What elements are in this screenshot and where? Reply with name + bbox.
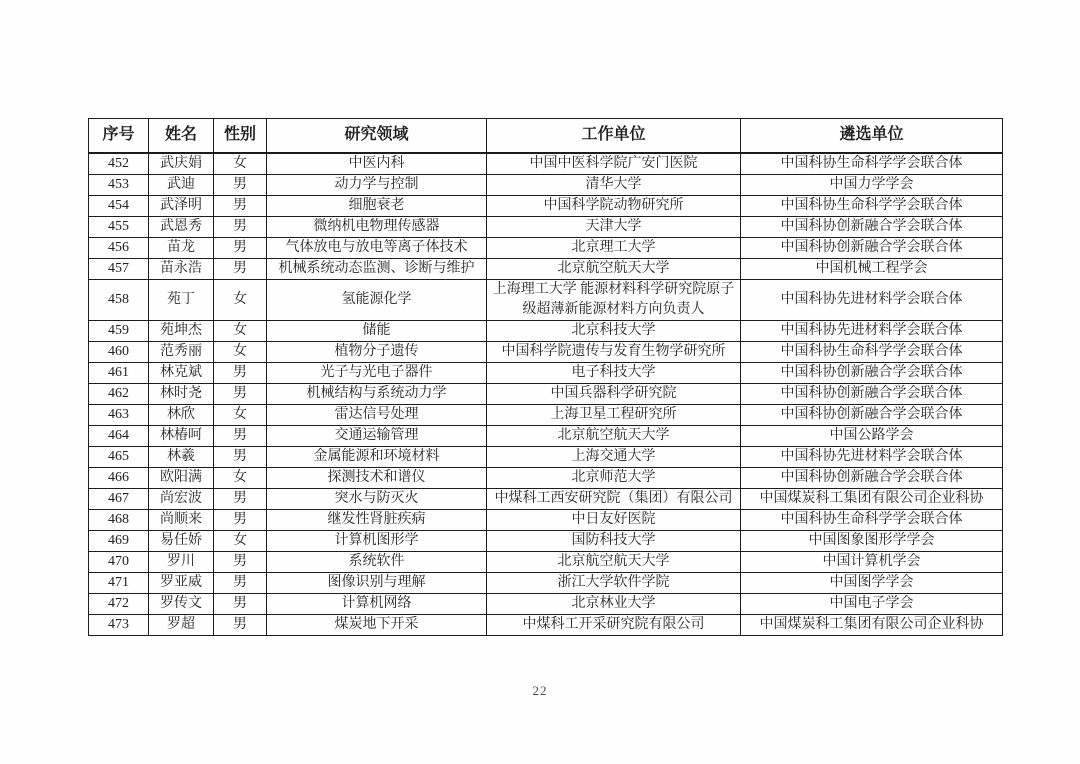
table-cell-field: 细胞衰老 <box>267 195 487 216</box>
table-row <box>89 551 1003 572</box>
table-cell-selection-unit: 中国科协先进材料学会联合体 <box>741 446 1003 467</box>
table-cell-name: 林时尧 <box>149 383 214 404</box>
table-cell-work-unit: 国防科技大学 <box>487 530 741 551</box>
table-header-row <box>89 119 1003 153</box>
table-cell-field: 继发性肾脏疾病 <box>267 509 487 530</box>
table-cell-name: 欧阳满 <box>149 467 214 488</box>
table-cell-field: 机械结构与系统动力学 <box>267 383 487 404</box>
table-cell-name: 武恩秀 <box>149 216 214 237</box>
table-row <box>89 530 1003 551</box>
table-cell-no: 463 <box>89 404 149 425</box>
column-header-research-field: 研究领域 <box>267 119 487 153</box>
table-cell-name: 罗亚威 <box>149 572 214 593</box>
table-cell-selection-unit: 中国科协创新融合学会联合体 <box>741 383 1003 404</box>
table-cell-field: 交通运输管理 <box>267 425 487 446</box>
table-row <box>89 509 1003 530</box>
table-cell-work-unit: 中日友好医院 <box>487 509 741 530</box>
table-row <box>89 446 1003 467</box>
table-cell-name: 尚宏波 <box>149 488 214 509</box>
table-cell-field: 煤炭地下开采 <box>267 614 487 635</box>
table-row <box>89 572 1003 593</box>
table-cell-name: 苑坤杰 <box>149 320 214 341</box>
table-cell-gender: 男 <box>214 216 267 237</box>
column-header-name: 姓名 <box>149 119 214 153</box>
table-cell-selection-unit: 中国科协创新融合学会联合体 <box>741 467 1003 488</box>
table-cell-name: 林椿呵 <box>149 425 214 446</box>
table-cell-field: 储能 <box>267 320 487 341</box>
table-cell-selection-unit: 中国科协先进材料学会联合体 <box>741 279 1003 320</box>
table-cell-work-unit: 天津大学 <box>487 216 741 237</box>
table-cell-field: 光子与光电子器件 <box>267 362 487 383</box>
table-row <box>89 614 1003 635</box>
table-cell-no: 466 <box>89 467 149 488</box>
table-row <box>89 467 1003 488</box>
table-cell-name: 罗川 <box>149 551 214 572</box>
table-cell-field: 气体放电与放电等离子体技术 <box>267 237 487 258</box>
table-cell-selection-unit: 中国科协生命科学学会联合体 <box>741 341 1003 362</box>
table-cell-field: 图像识别与理解 <box>267 572 487 593</box>
table-cell-field: 中医内科 <box>267 153 487 175</box>
table-cell-selection-unit: 中国科协生命科学学会联合体 <box>741 195 1003 216</box>
table-cell-gender: 男 <box>214 572 267 593</box>
table-cell-work-unit: 电子科技大学 <box>487 362 741 383</box>
table-cell-field: 突水与防灭火 <box>267 488 487 509</box>
table-cell-work-unit: 北京航空航天大学 <box>487 425 741 446</box>
table-row <box>89 425 1003 446</box>
table-cell-work-unit: 清华大学 <box>487 174 741 195</box>
table-cell-gender: 男 <box>214 174 267 195</box>
column-header-serial: 序号 <box>89 119 149 153</box>
column-header-work-unit: 工作单位 <box>487 119 741 153</box>
table-cell-work-unit: 北京科技大学 <box>487 320 741 341</box>
table-cell-gender: 男 <box>214 425 267 446</box>
table-row <box>89 258 1003 279</box>
table-cell-name: 易任娇 <box>149 530 214 551</box>
table-cell-no: 452 <box>89 153 149 175</box>
table-cell-gender: 女 <box>214 530 267 551</box>
table-cell-no: 465 <box>89 446 149 467</box>
table-cell-name: 苗龙 <box>149 237 214 258</box>
table-cell-work-unit: 北京理工大学 <box>487 237 741 258</box>
table-cell-no: 469 <box>89 530 149 551</box>
table-cell-no: 457 <box>89 258 149 279</box>
table-cell-selection-unit: 中国电子学会 <box>741 593 1003 614</box>
table-row <box>89 216 1003 237</box>
table-row <box>89 174 1003 195</box>
table-cell-work-unit: 中煤科工开采研究院有限公司 <box>487 614 741 635</box>
table-cell-no: 473 <box>89 614 149 635</box>
table-cell-work-unit: 上海理工大学 能源材料科学研究院原子级超薄新能源材料方向负责人 <box>487 279 741 320</box>
table-cell-name: 林欣 <box>149 404 214 425</box>
table-cell-selection-unit: 中国图学学会 <box>741 572 1003 593</box>
table-cell-no: 453 <box>89 174 149 195</box>
table-cell-field: 氢能源化学 <box>267 279 487 320</box>
table-cell-selection-unit: 中国图象图形学学会 <box>741 530 1003 551</box>
table-cell-no: 461 <box>89 362 149 383</box>
table-cell-selection-unit: 中国科协创新融合学会联合体 <box>741 216 1003 237</box>
table-row <box>89 362 1003 383</box>
table-cell-name: 罗传文 <box>149 593 214 614</box>
table-cell-no: 468 <box>89 509 149 530</box>
table-row <box>89 320 1003 341</box>
table-cell-selection-unit: 中国计算机学会 <box>741 551 1003 572</box>
table-cell-gender: 男 <box>214 195 267 216</box>
table-cell-gender: 女 <box>214 320 267 341</box>
table-cell-gender: 男 <box>214 509 267 530</box>
table-cell-work-unit: 北京师范大学 <box>487 467 741 488</box>
table-row <box>89 195 1003 216</box>
table-row <box>89 237 1003 258</box>
table-cell-selection-unit: 中国科协生命科学学会联合体 <box>741 153 1003 175</box>
table-cell-field: 探测技术和谱仪 <box>267 467 487 488</box>
table-cell-field: 计算机图形学 <box>267 530 487 551</box>
table-cell-no: 458 <box>89 279 149 320</box>
table-cell-field: 机械系统动态监测、诊断与维护 <box>267 258 487 279</box>
table-cell-gender: 男 <box>214 593 267 614</box>
table-cell-name: 苑丁 <box>149 279 214 320</box>
table-cell-work-unit: 浙江大学软件学院 <box>487 572 741 593</box>
table-cell-name: 武迪 <box>149 174 214 195</box>
table-cell-gender: 女 <box>214 153 267 175</box>
table-cell-name: 范秀丽 <box>149 341 214 362</box>
table-cell-work-unit: 中国兵器科学研究院 <box>487 383 741 404</box>
table-cell-selection-unit: 中国煤炭科工集团有限公司企业科协 <box>741 614 1003 635</box>
table-cell-selection-unit: 中国科协创新融合学会联合体 <box>741 404 1003 425</box>
table-cell-selection-unit: 中国科协先进材料学会联合体 <box>741 320 1003 341</box>
table-cell-work-unit: 北京林业大学 <box>487 593 741 614</box>
table-cell-name: 武泽明 <box>149 195 214 216</box>
table-cell-gender: 男 <box>214 614 267 635</box>
table-cell-work-unit: 上海交通大学 <box>487 446 741 467</box>
table-cell-selection-unit: 中国科协创新融合学会联合体 <box>741 237 1003 258</box>
table-cell-work-unit: 中煤科工西安研究院（集团）有限公司 <box>487 488 741 509</box>
table-row <box>89 593 1003 614</box>
page-number: 22 <box>532 683 548 698</box>
table-cell-work-unit: 北京航空航天大学 <box>487 258 741 279</box>
table-cell-no: 464 <box>89 425 149 446</box>
table-cell-gender: 女 <box>214 279 267 320</box>
table-cell-no: 471 <box>89 572 149 593</box>
table-cell-work-unit: 中国中医科学院广安门医院 <box>487 153 741 175</box>
table-cell-gender: 男 <box>214 362 267 383</box>
table-row <box>89 279 1003 320</box>
table-row <box>89 404 1003 425</box>
table-cell-gender: 男 <box>214 446 267 467</box>
table-cell-field: 金属能源和环境材料 <box>267 446 487 467</box>
table-cell-gender: 女 <box>214 341 267 362</box>
table-cell-selection-unit: 中国科协创新融合学会联合体 <box>741 362 1003 383</box>
personnel-table <box>88 118 1003 636</box>
table-cell-name: 尚顺来 <box>149 509 214 530</box>
table-cell-gender: 男 <box>214 383 267 404</box>
table-cell-name: 罗超 <box>149 614 214 635</box>
table-cell-no: 454 <box>89 195 149 216</box>
table-cell-selection-unit: 中国机械工程学会 <box>741 258 1003 279</box>
table-cell-work-unit: 北京航空航天大学 <box>487 551 741 572</box>
table-row <box>89 383 1003 404</box>
table-cell-selection-unit: 中国力学学会 <box>741 174 1003 195</box>
table-cell-name: 林克斌 <box>149 362 214 383</box>
table-cell-field: 雷达信号处理 <box>267 404 487 425</box>
table-cell-selection-unit: 中国煤炭科工集团有限公司企业科协 <box>741 488 1003 509</box>
table-cell-gender: 女 <box>214 404 267 425</box>
table-cell-selection-unit: 中国公路学会 <box>741 425 1003 446</box>
table-cell-no: 472 <box>89 593 149 614</box>
table-cell-no: 459 <box>89 320 149 341</box>
table-cell-field: 系统软件 <box>267 551 487 572</box>
table-cell-gender: 女 <box>214 467 267 488</box>
table-cell-gender: 男 <box>214 488 267 509</box>
table-cell-gender: 男 <box>214 258 267 279</box>
column-header-gender: 性别 <box>214 119 267 153</box>
table-cell-field: 微纳机电物理传感器 <box>267 216 487 237</box>
table-cell-name: 林羲 <box>149 446 214 467</box>
table-cell-no: 460 <box>89 341 149 362</box>
table-cell-name: 武庆娟 <box>149 153 214 175</box>
table-row <box>89 341 1003 362</box>
table-cell-work-unit: 上海卫星工程研究所 <box>487 404 741 425</box>
table-cell-no: 467 <box>89 488 149 509</box>
table-cell-work-unit: 中国科学院遗传与发育生物学研究所 <box>487 341 741 362</box>
table-cell-no: 455 <box>89 216 149 237</box>
table-cell-field: 动力学与控制 <box>267 174 487 195</box>
table-cell-no: 470 <box>89 551 149 572</box>
table-cell-name: 苗永浩 <box>149 258 214 279</box>
table-cell-no: 462 <box>89 383 149 404</box>
table-cell-selection-unit: 中国科协生命科学学会联合体 <box>741 509 1003 530</box>
table-cell-gender: 男 <box>214 237 267 258</box>
table-cell-no: 456 <box>89 237 149 258</box>
table-cell-field: 植物分子遗传 <box>267 341 487 362</box>
table-cell-work-unit: 中国科学院动物研究所 <box>487 195 741 216</box>
table-row <box>89 488 1003 509</box>
table-cell-field: 计算机网络 <box>267 593 487 614</box>
table-cell-gender: 男 <box>214 551 267 572</box>
table-row <box>89 153 1003 175</box>
column-header-selection-unit: 遴选单位 <box>741 119 1003 153</box>
